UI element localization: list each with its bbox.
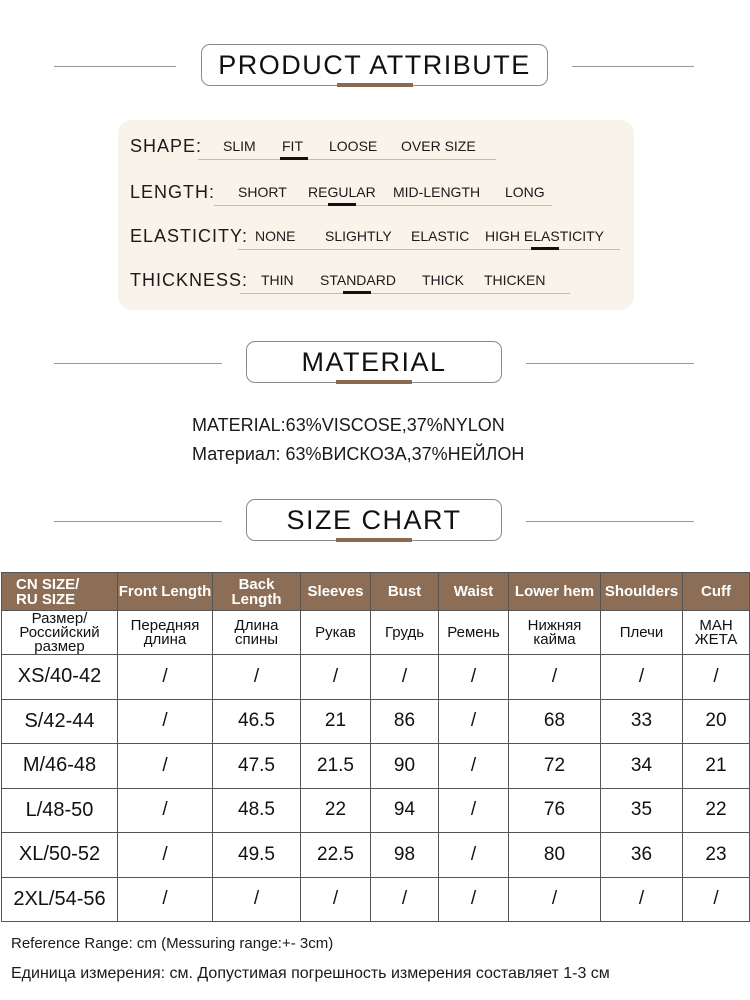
measurement-cell: 21	[683, 744, 750, 789]
column-header-ru: Размер/ Российский размер	[2, 611, 118, 655]
measurement-cell: /	[301, 655, 371, 700]
measurement-cell: /	[213, 877, 301, 922]
measurement-cell: /	[118, 833, 213, 878]
title-accent-bar	[336, 380, 412, 384]
measurement-cell: /	[371, 655, 439, 700]
measurement-cell: 22	[301, 788, 371, 833]
column-header-ru: Рукав	[301, 611, 371, 655]
column-header-en: CN SIZE/ RU SIZE	[2, 573, 118, 611]
attribute-option: LONG	[505, 184, 545, 200]
measurement-cell: /	[118, 788, 213, 833]
reference-range-en: Reference Range: cm (Messuring range:+- 3cm)	[11, 935, 334, 952]
measurement-cell: /	[439, 699, 509, 744]
material-header	[0, 341, 750, 387]
measurement-cell: /	[439, 655, 509, 700]
header-row-ru	[2, 611, 750, 655]
measurement-cell: /	[439, 788, 509, 833]
product-attribute-title: PRODUCT ATTRIBUTE	[218, 49, 531, 80]
column-header-en: Back Length	[213, 573, 301, 611]
size-chart-title: SIZE CHART	[286, 504, 462, 535]
measurement-cell: 23	[683, 833, 750, 878]
column-header-en: Lower hem	[509, 573, 601, 611]
measurement-cell: 20	[683, 699, 750, 744]
measurement-cell: 49.5	[213, 833, 301, 878]
table-row	[2, 833, 750, 878]
selected-marker	[328, 203, 356, 206]
attribute-label: LENGTH:	[130, 182, 216, 202]
measurement-cell: /	[371, 877, 439, 922]
attribute-option: THICKEN	[484, 272, 546, 288]
size-label-cell: M/46-48	[2, 744, 118, 789]
attribute-label: ELASTICITY:	[130, 226, 249, 246]
measurement-cell: 98	[371, 833, 439, 878]
table-row	[2, 655, 750, 700]
product-attribute-header	[0, 44, 750, 90]
size-chart-title-pill	[246, 499, 502, 541]
selected-marker	[343, 291, 371, 294]
column-header-en: Front Length	[118, 573, 213, 611]
measurement-cell: 48.5	[213, 788, 301, 833]
size-label-cell: XS/40-42	[2, 655, 118, 700]
column-header-en: Bust	[371, 573, 439, 611]
column-header-ru: Ремень	[439, 611, 509, 655]
size-label-cell: XL/50-52	[2, 833, 118, 878]
attribute-option: THIN	[261, 272, 294, 288]
column-header-ru: Передняя длина	[118, 611, 213, 655]
attribute-option: SHORT	[238, 184, 287, 200]
size-label-cell: S/42-44	[2, 699, 118, 744]
header-divider-left	[54, 521, 222, 522]
header-divider-left	[54, 363, 222, 364]
measurement-cell: /	[118, 699, 213, 744]
header-divider-right	[526, 521, 694, 522]
measurement-cell: /	[439, 877, 509, 922]
measurement-cell: 22	[683, 788, 750, 833]
size-chart-table	[1, 572, 750, 922]
column-header-en: Sleeves	[301, 573, 371, 611]
measurement-cell: /	[683, 877, 750, 922]
attribute-label: THICKNESS:	[130, 270, 249, 290]
attribute-option: ELASTIC	[411, 228, 470, 244]
measurement-cell: 90	[371, 744, 439, 789]
measurement-cell: /	[118, 877, 213, 922]
header-row-en	[2, 573, 750, 611]
measurement-cell: 68	[509, 699, 601, 744]
measurement-cell: /	[683, 655, 750, 700]
attribute-option-selected: FIT	[282, 138, 303, 154]
attribute-option: LOOSE	[329, 138, 378, 154]
table-row	[2, 744, 750, 789]
material-title-pill	[246, 341, 502, 383]
table-row	[2, 788, 750, 833]
measurement-cell: /	[509, 877, 601, 922]
attribute-option-selected: REGULAR	[308, 184, 376, 200]
measurement-cell: 35	[601, 788, 683, 833]
measurement-cell: 46.5	[213, 699, 301, 744]
measurement-cell: /	[301, 877, 371, 922]
attribute-baseline	[198, 159, 496, 160]
attribute-baseline	[214, 205, 552, 206]
column-header-ru: Нижняя кайма	[509, 611, 601, 655]
column-header-ru: Грудь	[371, 611, 439, 655]
material-composition-en: MATERIAL:63%VISCOSE,37%NYLON	[192, 415, 505, 435]
measurement-cell: 21.5	[301, 744, 371, 789]
measurement-cell: 76	[509, 788, 601, 833]
reference-range-ru: Единица измерения: см. Допустимая погрешность измерения составляет 1-3 см	[11, 965, 610, 982]
measurement-cell: /	[439, 744, 509, 789]
attribute-option: SLIGHTLY	[325, 228, 392, 244]
table-row	[2, 699, 750, 744]
attribute-option-selected: HIGH ELASTICITY	[485, 228, 605, 244]
column-header-en: Waist	[439, 573, 509, 611]
measurement-cell: 94	[371, 788, 439, 833]
attribute-option: SLIM	[223, 138, 256, 154]
measurement-cell: 36	[601, 833, 683, 878]
column-header-ru: Плечи	[601, 611, 683, 655]
size-label-cell: L/48-50	[2, 788, 118, 833]
measurement-cell: /	[601, 655, 683, 700]
product-attribute-title-pill	[201, 44, 548, 86]
column-header-en: Cuff	[683, 573, 750, 611]
header-divider-right	[572, 66, 694, 67]
title-accent-bar	[336, 538, 412, 542]
measurement-cell: 34	[601, 744, 683, 789]
measurement-cell: 33	[601, 699, 683, 744]
header-divider-left	[54, 66, 176, 67]
column-header-en: Shoulders	[601, 573, 683, 611]
attribute-label: SHAPE:	[130, 136, 203, 156]
title-accent-bar	[337, 83, 413, 87]
measurement-cell: /	[601, 877, 683, 922]
measurement-cell: /	[213, 655, 301, 700]
measurement-cell: /	[118, 655, 213, 700]
size-label-cell: 2XL/54-56	[2, 877, 118, 922]
measurement-cell: 86	[371, 699, 439, 744]
header-divider-right	[526, 363, 694, 364]
size-chart-header	[0, 499, 750, 545]
column-header-ru: МАН ЖЕТА	[683, 611, 750, 655]
attribute-option: OVER SIZE	[401, 138, 476, 154]
material-composition-ru: Материал: 63%ВИСКОЗА,37%НЕЙЛОН	[192, 444, 525, 464]
measurement-cell: 47.5	[213, 744, 301, 789]
measurement-cell: /	[118, 744, 213, 789]
measurement-cell: /	[509, 655, 601, 700]
measurement-cell: /	[439, 833, 509, 878]
attribute-baseline	[240, 293, 570, 294]
selected-marker	[280, 157, 308, 160]
measurement-cell: 21	[301, 699, 371, 744]
measurement-cell: 80	[509, 833, 601, 878]
size-table-body	[2, 655, 750, 922]
measurement-cell: 22.5	[301, 833, 371, 878]
attribute-option: THICK	[422, 272, 464, 288]
table-row	[2, 877, 750, 922]
attribute-option: MID-LENGTH	[393, 184, 481, 200]
measurement-cell: 72	[509, 744, 601, 789]
attribute-option-selected: STANDARD	[320, 272, 396, 288]
material-title: MATERIAL	[301, 346, 447, 377]
column-header-ru: Длина спины	[213, 611, 301, 655]
attribute-baseline	[238, 249, 620, 250]
attribute-option: NONE	[255, 228, 296, 244]
selected-marker	[531, 247, 559, 250]
